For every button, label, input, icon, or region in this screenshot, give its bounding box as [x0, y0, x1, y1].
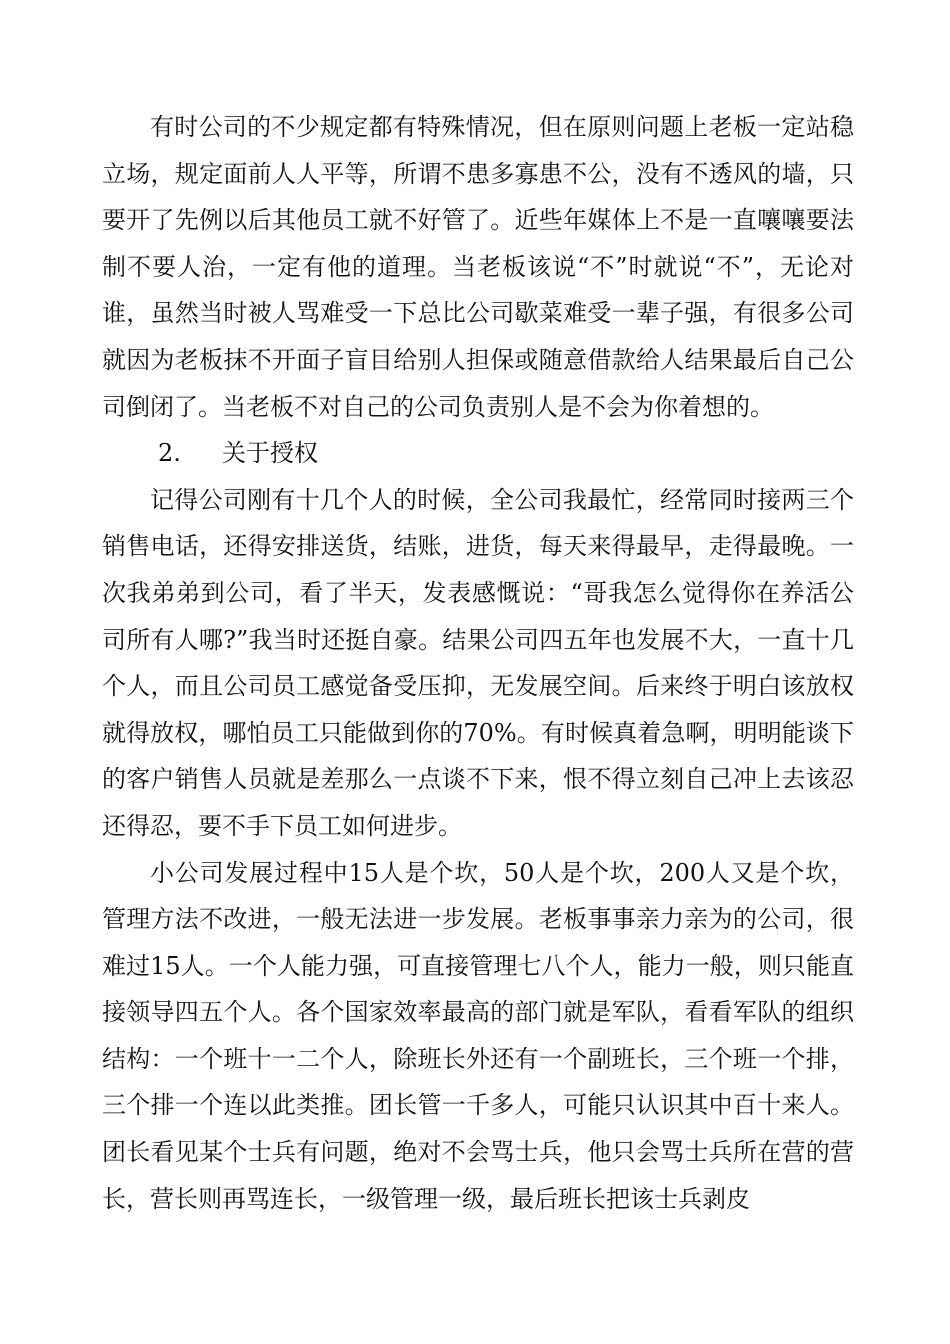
document-page — [102, 104, 854, 1222]
paragraph-management-span: 小公司发展过程中15人是个坎，50人是个坎，200人又是个坎，管理方法不改进，一般无法进一步发展。老板事事亲力亲为的公司，很难过15人。一个人能力强，可直接管理七八个人，能力一般，则只能直接领导四五个人。各个国家效率最高的部门就是军队，看看军队的组织结构：一个班十一二个人，除班长外还有一个副班长，三个班一个排，三个排一个连以此类推。团长管一千多人，可能只认识其中百十来人。团长看见某个士兵有问题，绝对不会骂士兵，他只会骂士兵所在营的营长，营长则再骂连长，一级管理一级，最后班长把该士兵剥皮 — [102, 858, 854, 1213]
paragraph-rules-principle: 有时公司的不少规定都有特殊情况，但在原则问题上老板一定站稳立场，规定面前人人平等，所谓不患多寡患不公，没有不透风的墙，只要开了先例以后其他员工就不好管了。近些年媒体上不是一直嚷嚷要法制不要人治，一定有他的道理。当老板该说“不”时就说“不”，无论对谁，虽然当时被人骂难受一下总比公司歇菜难受一辈子强，有很多公司就因为老板抹不开面子盲目给别人担保或随意借款给人结果最后自己公司倒闭了。当老板不对自己的公司负责别人是不会为你着想的。 — [102, 113, 854, 421]
section-number: 2. — [158, 439, 181, 468]
section-title: 关于授权 — [222, 439, 318, 468]
paragraph-delegation-story: 记得公司刚有十几个人的时候，全公司我最忙，经常同时接两三个销售电话，还得安排送货，结账，进货，每天来得最早，走得最晚。一次我弟弟到公司，看了半天，发表感慨说：“哥我怎么觉得你在养活公司所有人哪?”我当时还挺自豪。结果公司四五年也发展不大，一直十几个人，而且公司员工感觉备受压抑，无发展空间。后来终于明白该放权就得放权，哪怕员工只能做到你的70%。有时候真着急啊，明明能谈下的客户销售人员就是差那么一点谈不下来，恨不得立刻自己冲上去该忍还得忍，要不手下员工如何进步。 — [102, 485, 854, 840]
section-heading-authorization — [102, 430, 854, 477]
